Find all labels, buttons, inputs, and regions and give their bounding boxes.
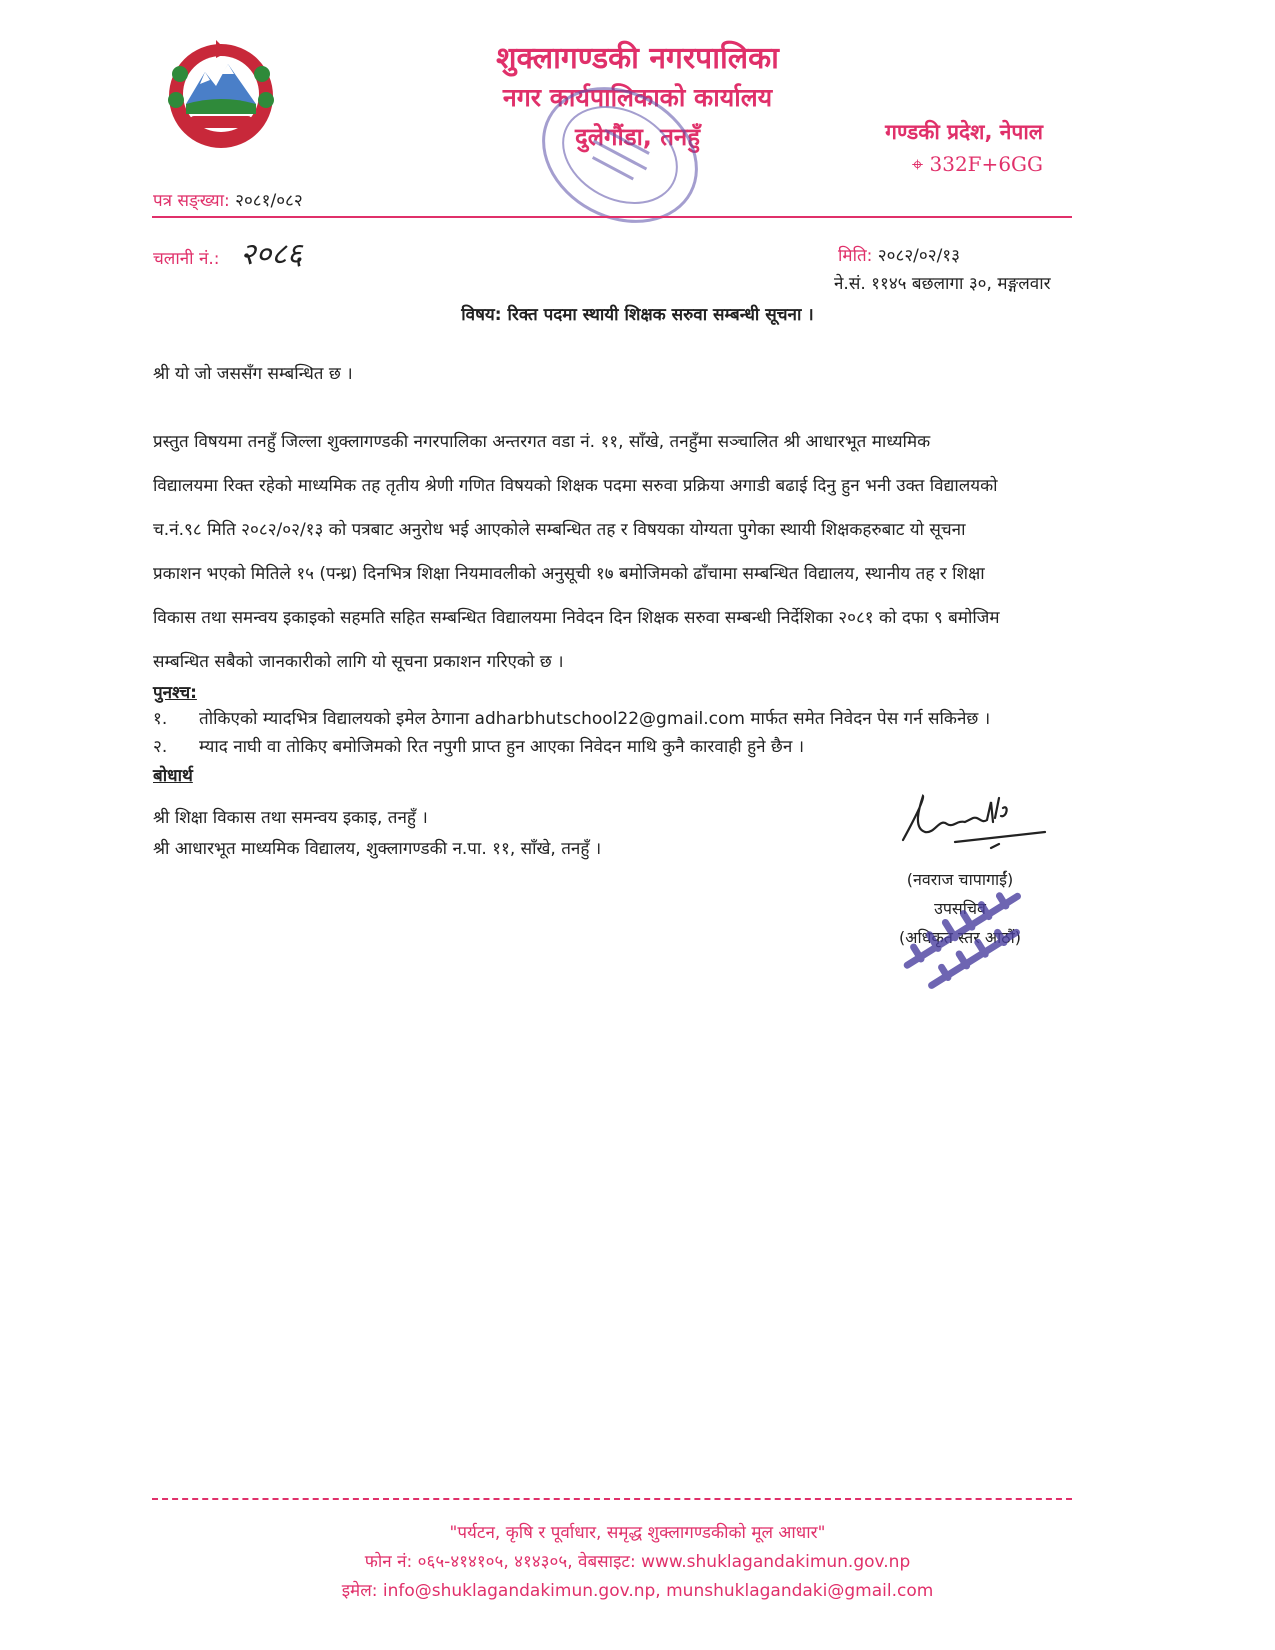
body-line: प्रस्तुत विषयमा तनहुँ जिल्ला शुक्लागण्डकी नगरपालिका अन्तरगत वडा नं. ११, साँखे, तनहुँमा सञ्चालित श्री आधारभूत माध्यमिक bbox=[153, 432, 931, 452]
postscript-item bbox=[153, 706, 990, 729]
nepal-sambat-date: ने.सं. ११४५ बछलागा ३०, मङ्गलवार bbox=[834, 274, 1051, 294]
body-line: विकास तथा समन्वय इकाइको सहमति सहित सम्बन्धित विद्यालयमा निवेदन दिन शिक्षक सरुवा सम्बन्धी निर्देशिका २०८१ को दफा ९ बमोजिम bbox=[153, 608, 1000, 628]
miti-value: २०८२/०२/१३ bbox=[877, 246, 960, 266]
postscript-heading: पुनश्च: bbox=[153, 683, 197, 703]
letter-subject: विषय: रिक्त पदमा स्थायी शिक्षक सरुवा सम्बन्धी सूचना । bbox=[461, 305, 814, 325]
office-address: दुलेगौंडा, तनहुँ bbox=[574, 123, 701, 151]
signatory-name: (नवराज चापागाईं) bbox=[906, 870, 1014, 889]
signatory-title: उपसचिव bbox=[934, 899, 986, 918]
office-name: नगर कार्यपालिकाको कार्यालय bbox=[502, 83, 773, 112]
plus-code: ⌖ 332F+6GG bbox=[911, 152, 1043, 176]
body-line: च.नं.९८ मिति २०८२/०२/१३ को पत्रबाट अनुरोध भई आएकोले सम्बन्धित तह र विषयका योग्यता पुगेका स्थायी शिक्षकहरुबाट यो सूचना bbox=[153, 520, 966, 540]
miti-label: मिति: bbox=[838, 246, 873, 266]
postscript-number: १. bbox=[153, 709, 168, 729]
name-stamp bbox=[880, 880, 1050, 990]
footer-contact: फोन नं: ०६५-४१४१०५, ४१४३०५, वेबसाइट: www.shuklagandakimun.gov.np bbox=[364, 1552, 911, 1572]
salutation: श्री यो जो जससँग सम्बन्धित छ । bbox=[153, 364, 353, 384]
footer-motto: "पर्यटन, कृषि र पूर्वाधार, समृद्ध शुक्लागण्डकीको मूल आधार" bbox=[449, 1523, 826, 1543]
body-line: प्रकाशन भएको मितिले १५ (पन्ध्र) दिनभित्र शिक्षा नियमावलीको अनुसूची १७ बमोजिमको ढाँचामा सम्बन्धित विद्यालय, स्थानीय तह र शिक्षा bbox=[153, 564, 985, 584]
cc-recipient: श्री आधारभूत माध्यमिक विद्यालय, शुक्लागण्डकी न.पा. ११, साँखे, तनहुँ । bbox=[153, 839, 602, 859]
postscript-number: २. bbox=[153, 737, 168, 757]
org-name: शुक्लागण्डकी नगरपालिका bbox=[496, 41, 779, 76]
office-seal-stamp bbox=[525, 70, 715, 240]
letter-date bbox=[838, 243, 960, 266]
body-paragraph bbox=[153, 420, 1073, 684]
body-line: सम्बन्धित सबैको जानकारीको लागि यो सूचना प्रकाशन गरिएको छ । bbox=[153, 652, 564, 672]
letterhead-divider bbox=[152, 216, 1072, 218]
signatory-role: (अधिकृत स्तर आठौं) bbox=[899, 928, 1021, 947]
chalani-label: चलानी नं.: bbox=[153, 249, 220, 269]
cc-heading: बोधार्थ bbox=[153, 766, 193, 786]
patra-label: पत्र सङ्ख्या: bbox=[153, 191, 230, 211]
province: गण्डकी प्रदेश, नेपाल bbox=[885, 120, 1043, 144]
patra-value: २०८१/०८२ bbox=[235, 191, 303, 211]
signature-icon bbox=[895, 788, 1050, 858]
postscript-text: म्याद नाघी वा तोकिए बमोजिमको रित नपुगी प्राप्त हुन आएका निवेदन माथि कुनै कारवाही हुने छैन । bbox=[199, 737, 805, 757]
footer-divider bbox=[152, 1498, 1072, 1500]
cc-recipient: श्री शिक्षा विकास तथा समन्वय इकाइ, तनहुँ । bbox=[153, 808, 428, 828]
body-line: विद्यालयमा रिक्त रहेको माध्यमिक तह तृतीय श्रेणी गणित विषयको शिक्षक पदमा सरुवा प्रक्रिया अगाडी बढाई दिनु हुन भनी उक्त विद्यालयको bbox=[153, 476, 998, 496]
chalani-number: २०८६ bbox=[240, 237, 303, 272]
footer-emails: इमेल: info@shuklagandakimun.gov.np, munshuklagandaki@gmail.com bbox=[341, 1581, 934, 1601]
postscript-text: तोकिएको म्यादभित्र विद्यालयको इमेल ठेगाना adharbhutschool22@gmail.com मार्फत समेत निवेदन पेस गर्न सकिनेछ । bbox=[199, 709, 991, 729]
postscript-item bbox=[153, 734, 804, 757]
patra-sankhya bbox=[153, 188, 303, 211]
